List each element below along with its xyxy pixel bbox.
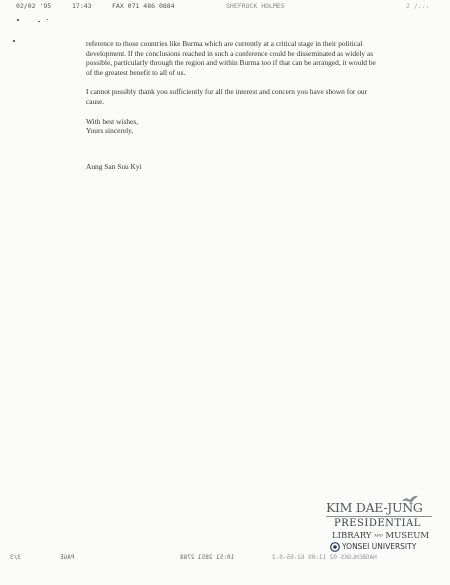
fax-sender: SHEFROCK HOLMES: [226, 2, 285, 10]
logo-library-museum: [332, 531, 429, 541]
letter-closing: [86, 117, 376, 136]
logo-library: LIBRARY: [332, 531, 372, 541]
logo-museum: MUSEUM: [385, 531, 430, 541]
fax-date: 02/02 '95: [16, 2, 52, 10]
logo-presidential: PRESIDENTIAL: [334, 518, 421, 529]
university-emblem-icon: [330, 542, 340, 552]
fax-footer-mirrored: [10, 554, 440, 564]
footer-fax-stamp: 10:51 2851 2788: [180, 554, 235, 561]
footer-page-number: 3/3: [10, 554, 21, 561]
footer-page-label: PAGE: [60, 554, 75, 561]
closing-valediction: Yours sincerely,: [86, 126, 134, 136]
footer-fax-transmission: HAGBCHLGKS 02 11:09 62-65-0.2: [272, 554, 377, 561]
scan-speck: [17, 19, 19, 21]
fax-time: 17:43: [72, 2, 92, 10]
fax-page-indicator: 2 /...: [406, 2, 430, 10]
library-logo: [326, 495, 438, 551]
letter-paragraph: reference to those countries like Burma which are currently at a critical stage in their political development. If the conclusions reached in such a conference could be disseminated as widely as possible, particularly through the region and within Burma too if that can be arranged, it would be of the greatest benefit to all of us.: [86, 39, 376, 77]
logo-and: AND: [374, 533, 383, 538]
scan-speck: [13, 40, 15, 42]
logo-divider: [326, 516, 432, 517]
fax-number: FAX 071 486 0884: [112, 2, 175, 10]
logo-name: KIM DAE-JUNG: [326, 500, 423, 515]
scan-speck: [47, 19, 48, 20]
signature-name: Aung San Suu Kyi: [86, 161, 142, 171]
fax-transmission-header: [16, 2, 436, 14]
logo-university: YONSEI UNIVERSITY: [342, 542, 417, 551]
letter-body: [86, 39, 376, 181]
closing-wishes: With best wishes,: [86, 116, 139, 126]
scan-speck: [38, 21, 40, 22]
letter-paragraph: I cannot possibly thank you sufficiently for all the interest and concern you have shown for our cause.: [86, 87, 368, 106]
